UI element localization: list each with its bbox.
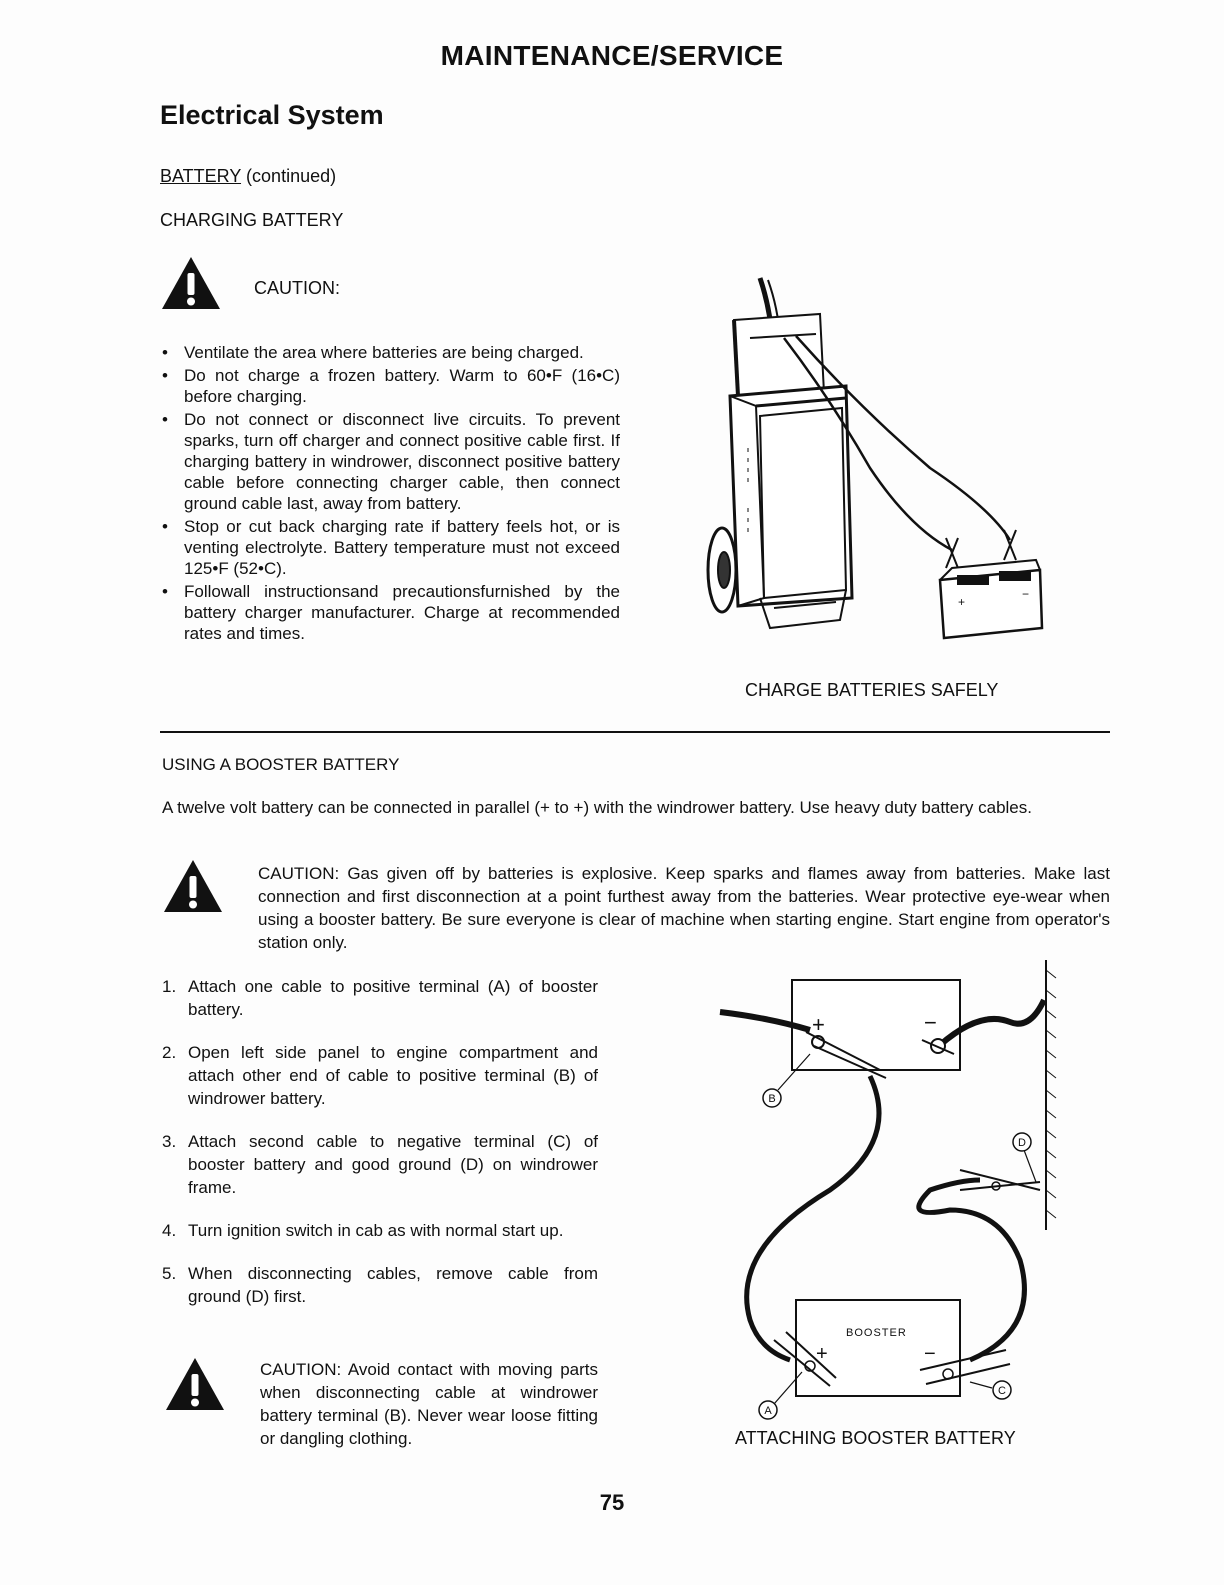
section-divider bbox=[160, 731, 1110, 733]
list-item: • Stop or cut back charging rate if battery feels hot, or is venting electrolyte. Battery temperature must not exceed 125•F (52•C). bbox=[184, 516, 620, 579]
disconnect-caution: CAUTION: Avoid contact with moving parts when disconnecting cable at windrower battery terminal (B). Never wear loose fitting or dangling clothing. bbox=[260, 1360, 598, 1448]
charging-precautions-list bbox=[160, 342, 620, 646]
battery-continued-heading bbox=[160, 166, 336, 187]
step-text: Attach one cable to positive terminal (A) of booster battery. bbox=[188, 977, 598, 1019]
booster-heading: USING A BOOSTER BATTERY bbox=[162, 755, 400, 774]
booster-caution: CAUTION: Gas given off by batteries is explosive. Keep sparks and flames away from batteries. Make last connection and first disconnection at a point furthest away from the batteries. Wear protective eye-wear when using a booster battery. Be sure everyone is clear of machine when starting engine. Start engine from operator's station only. bbox=[258, 864, 1110, 952]
charger-figure-caption: CHARGE BATTERIES SAFELY bbox=[745, 680, 999, 700]
section-title: Electrical System bbox=[160, 100, 384, 130]
step-number: 3. bbox=[162, 1132, 177, 1151]
callout-d: D bbox=[1018, 1137, 1026, 1149]
battery-charger-illustration bbox=[700, 268, 1070, 668]
step-number: 5. bbox=[162, 1264, 177, 1283]
booster-steps-list bbox=[162, 975, 598, 1308]
callout-a: A bbox=[764, 1405, 772, 1417]
list-item bbox=[162, 1041, 598, 1110]
charging-battery-heading: CHARGING BATTERY bbox=[160, 210, 344, 230]
step-text: Turn ignition switch in cab as with normal start up. bbox=[188, 1221, 564, 1240]
booster-battery-label: BOOSTER bbox=[846, 1327, 907, 1339]
callout-c: C bbox=[998, 1385, 1006, 1397]
step-number: 2. bbox=[162, 1043, 177, 1062]
callout-b: B bbox=[768, 1093, 776, 1105]
caution-label: CAUTION: bbox=[254, 278, 341, 298]
list-item: • Do not charge a frozen battery. Warm to 60•F (16•C) before charging. bbox=[184, 365, 620, 407]
step-number: 4. bbox=[162, 1221, 177, 1240]
page-header: MAINTENANCE/SERVICE bbox=[440, 40, 784, 71]
svg-text:+: + bbox=[958, 595, 966, 609]
booster-battery-diagram bbox=[710, 950, 1070, 1420]
booster-figure-caption: ATTACHING BOOSTER BATTERY bbox=[735, 1428, 1016, 1448]
booster-intro: A twelve volt battery can be connected in parallel (+ to +) with the windrower battery. Use heavy duty battery cables. bbox=[162, 798, 1032, 817]
booster-negative-terminal: − bbox=[924, 1343, 936, 1365]
step-text: Attach second cable to negative terminal (C) of booster battery and good ground (D) on windrower frame. bbox=[188, 1132, 598, 1197]
warning-triangle-icon bbox=[164, 1356, 226, 1412]
list-item: • Followall instructionsand precautionsfurnished by the battery charger manufacturer. Charge at recommended rates and times. bbox=[184, 581, 620, 644]
windrower-negative-terminal: − bbox=[924, 1010, 937, 1035]
booster-positive-terminal: + bbox=[816, 1343, 828, 1365]
step-text: When disconnecting cables, remove cable from ground (D) first. bbox=[188, 1264, 598, 1306]
page-number: 75 bbox=[599, 1490, 625, 1515]
list-item bbox=[162, 1219, 598, 1242]
warning-triangle-icon bbox=[160, 255, 222, 311]
battery-heading: BATTERY bbox=[160, 166, 242, 186]
list-item: • Do not connect or disconnect live circuits. To prevent sparks, turn off charger and connect positive cable first. If charging battery in windrower, disconnect positive battery cable before connecting charger cable, then connect ground cable last, away from battery. bbox=[184, 409, 620, 514]
warning-triangle-icon bbox=[162, 858, 224, 914]
step-text: Open left side panel to engine compartment and attach other end of cable to positive terminal (B) of windrower battery. bbox=[188, 1043, 598, 1108]
windrower-positive-terminal: + bbox=[812, 1012, 825, 1037]
step-number: 1. bbox=[162, 977, 177, 996]
continued-label: (continued) bbox=[246, 166, 337, 186]
svg-text:−: − bbox=[1022, 587, 1030, 601]
list-item bbox=[162, 1262, 598, 1308]
list-item: • Ventilate the area where batteries are being charged. bbox=[184, 342, 620, 363]
list-item bbox=[162, 1130, 598, 1199]
list-item bbox=[162, 975, 598, 1021]
